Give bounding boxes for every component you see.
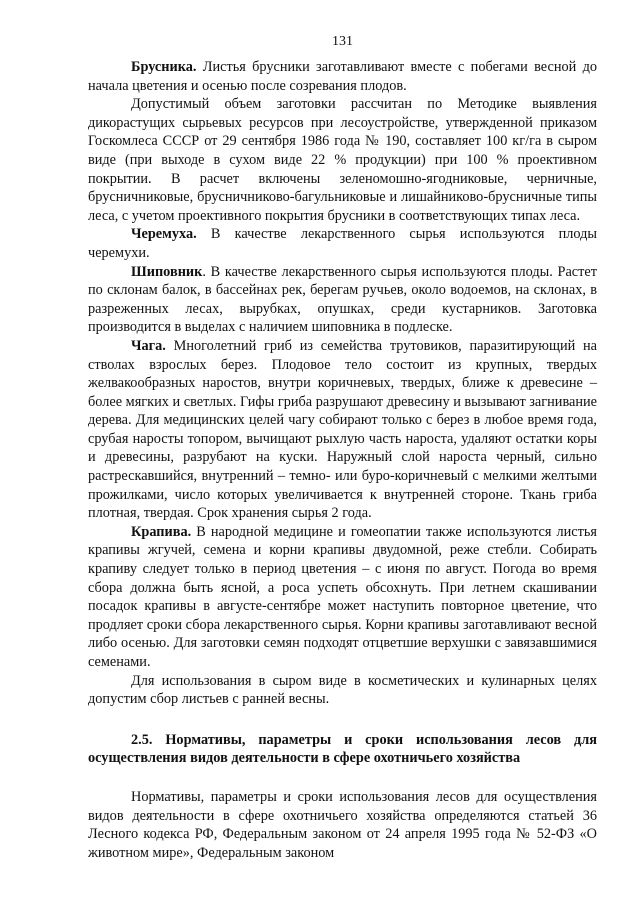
paragraph-text: В качестве лекарственного сырья используются плоды черемухи. xyxy=(88,226,597,261)
paragraph-chaga xyxy=(88,337,597,523)
paragraph-raw-use xyxy=(88,672,597,709)
paragraph-text: Листья брусники заготавливают вместе с побегами весной до начала цветения и осенью после созревания плодов. xyxy=(88,59,597,94)
paragraph-text: . В качестве лекарственного сырья используются плоды. Растет по склонам балок, в бассейнах рек, берегам ручьев, около водоемов, на склонах, в разреженных лесах, вырубках, опушках, среди кустарников. Заготовка производится в выделах с наличием шиповника в подлеске. xyxy=(88,263,597,336)
paragraph-shipovnik xyxy=(88,263,597,337)
term-cheremukha: Черемуха. xyxy=(131,226,197,243)
document-page xyxy=(88,34,597,862)
paragraph-text: Допустимый объем заготовки рассчитан по Методике выявления дикорастущих сырьевых ресурсов при лесоустройстве, утвержденной приказом Госкомлеса СССР от 29 сентября 1986 года № 190, составляет 100 кг/га в сыром виде (при выходе в сухом виде 22 % продукции) при 100 % проективном покрытии. В расчет включены зеленомошно-ягодниковые, черничные, брусничниковые, брусничниково-багульниковые и лишайниково-брусничные типы леса, с учетом проективного покрытия брусники в соответствующих типах леса. xyxy=(88,96,597,224)
paragraph-cheremukha xyxy=(88,225,597,262)
term-shipovnik: Шиповник xyxy=(131,263,203,280)
paragraph-text: В народной медицине и гомеопатии также используются листья крапивы жгучей, семена и корни крапивы двудомной, реже стебли. Собирать крапиву следует только в период цветения – с июня по август. Погода во время сбора должна быть ясной, а роса успеть обсохнуть. При летнем скашивании посадок крапивы в августе-сентябре может наступить повторное цветение, что продляет сроки сбора лекарственного сырья. Корни крапивы заготавливают весной либо осенью. Для заготовки семян подходят отцветшие верхушки с завязавшимися семенами. xyxy=(88,523,597,670)
paragraph-krapiva xyxy=(88,523,597,672)
section-heading: 2.5. Нормативы, параметры и сроки использования лесов для осуществления видов деятельности в сфере охотничьего хозяйства xyxy=(88,731,597,767)
paragraph-text: Для использования в сыром виде в косметических и кулинарных целях допустим сбор листьев с ранней весны. xyxy=(88,672,597,708)
term-krapiva: Крапива. xyxy=(131,523,192,540)
paragraph-brusnika xyxy=(88,58,597,95)
term-brusnika: Брусника. xyxy=(131,59,197,75)
paragraph-harvest-volume xyxy=(88,95,597,225)
paragraph-text: Многолетний гриб из семейства трутовиков, паразитирующий на стволах взрослых берез. Плодовое тело состоит из крупных, твердых желвакообразных наростов, внутри коричневых, твердых, ближе к древесине – более мягких и светлых. Гифы гриба разрушают древесину и вызывают загнивание дерева. Для медицинских целей чагу собирают только с берез в любое время года, срубая наросты топором, вычищают рыхлую часть нароста, удаляют остатки коры и древесины, разрубают на куски. Наружный слой нароста черный, сильно растрескавшийся, внутренний – темно- или буро-коричневый с мелкими желтыми прожилками, число которых увеличивается к внутренней стороне. Ткань гриба плотная, твердая. Срок хранения сырья 2 года. xyxy=(88,337,597,522)
paragraph-hunting-norms: Нормативы, параметры и сроки использования лесов для осуществления видов деятельности в сфере охотничьего хозяйства определяются статьей 36 Лесного кодекса РФ, Федеральным законом от 24 апреля 1995 года № 52-ФЗ «О животном мире», Федеральным законом xyxy=(88,788,597,861)
term-chaga: Чага. xyxy=(131,337,166,354)
page-number: 131 xyxy=(332,34,353,49)
